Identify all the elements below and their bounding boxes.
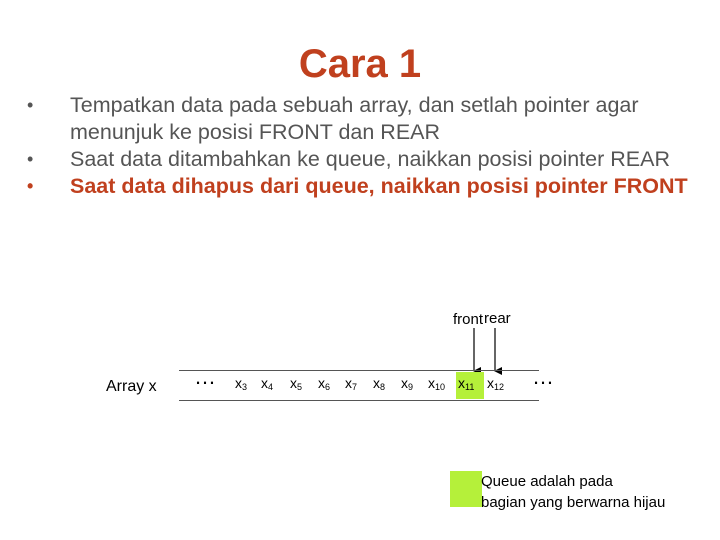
bullet-dot-icon: • [27,95,34,115]
array-cell: $x_8$ [373,375,386,392]
array-cell: $x_6$ [318,375,331,392]
bullet-item: • Tempatkan data pada sebuah array, dan setlah pointer agar menunjuk ke posisi FRONT dan REAR [27,93,639,144]
array-bottom-border [179,400,539,401]
array-cell-highlighted: $x_{11}$ [458,375,475,392]
legend-green-swatch [450,471,482,507]
ellipsis-left: … [194,364,216,389]
array-cell: $x_3$ [235,375,248,392]
array-cell: $x_7$ [345,375,358,392]
array-cell: $x_4$ [261,375,274,392]
bullet-dot-icon: • [27,149,34,169]
array-top-border [179,370,539,371]
front-pointer-label: front [453,311,484,328]
array-cell: $x_9$ [401,375,414,392]
ellipsis-right: … [532,364,554,389]
bullet-dot-icon: • [27,176,34,196]
bullet-item: • Saat data dihapus dari queue, naikkan posisi pointer FRONT [27,174,688,198]
array-label: Array x [106,378,157,395]
bullet-item: • Saat data ditambahkan ke queue, naikkan posisi pointer REAR [27,147,670,171]
array-cell: $x_{10}$ [428,375,446,392]
legend-text: Queue adalah pada bagian yang berwarna hijau [481,473,666,511]
rear-pointer-label: rear [484,310,511,327]
array-cell: $x_{12}$ [487,375,505,392]
slide-title: Cara 1 [298,42,422,86]
array-cell: $x_5$ [290,375,303,392]
